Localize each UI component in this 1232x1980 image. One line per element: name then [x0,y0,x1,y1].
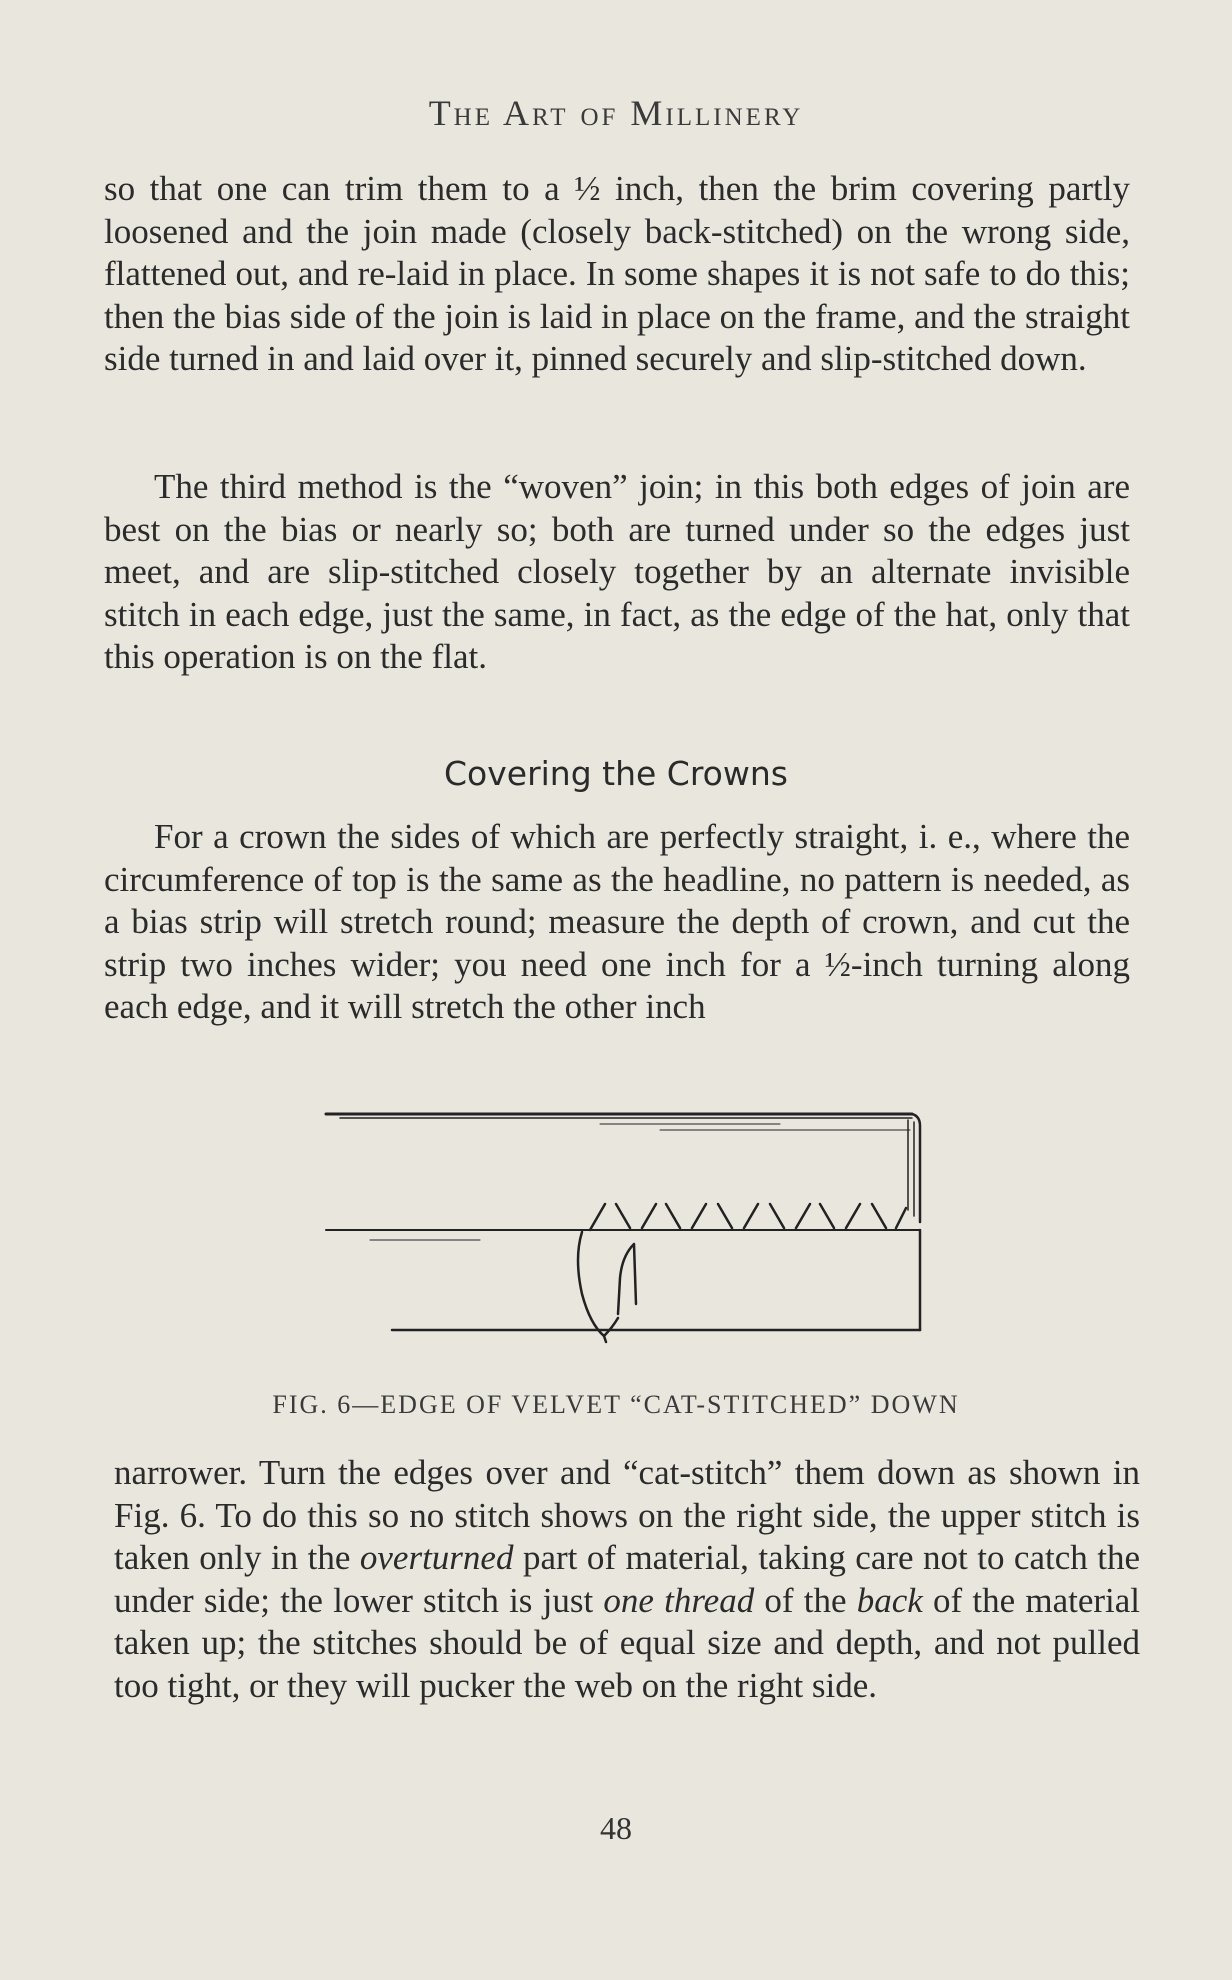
figure-cat-stitch-illustration [300,1098,960,1358]
text-run: of the [754,1580,857,1620]
italic-text: overturned [359,1538,514,1577]
italic-text: back [856,1580,923,1620]
paragraph-continued [104,168,1130,381]
paragraph-text: so that one can trim them to a ½ inch, then the brim covering partly loosened and the join made (closely back-stitched) on the wrong side, flattened out, and re-laid in place. In some shapes it is not safe to do this; then the bias side of the join is laid in place on the frame, and the straight side turned in and laid over it, pinned securely and slip-stitched down. [104,169,1130,378]
paragraph-text: The third method is the “woven” join; in this both edges of join are best on the bias or nearly so; both are turned under so the edges just meet, and are slip-stitched closely together by an alternate invisible stitch in each edge, just the same, in fact, as the edge of the hat, only that this operation is on the flat. [104,467,1130,676]
paragraph-text: For a crown the sides of which are perfectly straight, i. e., where the circumference of top is the same as the headline, no pattern is needed, as a bias strip will stretch round; measure the depth of crown, and cut the strip two inches wider; you need one inch for a ½-inch turning along each edge, and it will stretch the other inch [104,817,1130,1026]
figure-caption: FIG. 6—EDGE OF VELVET “CAT-STITCHED” DOWN [272,1390,960,1419]
italic-text: one thread [603,1580,755,1620]
section-heading: Covering the Crowns [444,754,788,793]
running-head: The Art of Millinery [428,93,804,133]
text-run: part of material, taking care not to catch the under side; the lower stitch is just [114,1538,1140,1620]
text-run: narrower. Turn the edges over and “cat-stitch” them down as shown in Fig. 6. To do this so no stitch shows on the right side, the upper stitch is taken only in the [114,1453,1140,1577]
paragraph-covering-crowns [104,816,1130,1029]
paragraph-cat-stitch-instructions [114,1452,1140,1707]
text-run: of the material taken up; the stitches should be of equal size and depth, and not pulled too tight, or they will pucker the web on the right side. [114,1580,1141,1705]
paragraph-text [114,1452,1140,1707]
cat-stitch-drawing [300,1098,960,1358]
paragraph-woven-join [104,466,1130,679]
page-number: 48 [600,1810,632,1846]
